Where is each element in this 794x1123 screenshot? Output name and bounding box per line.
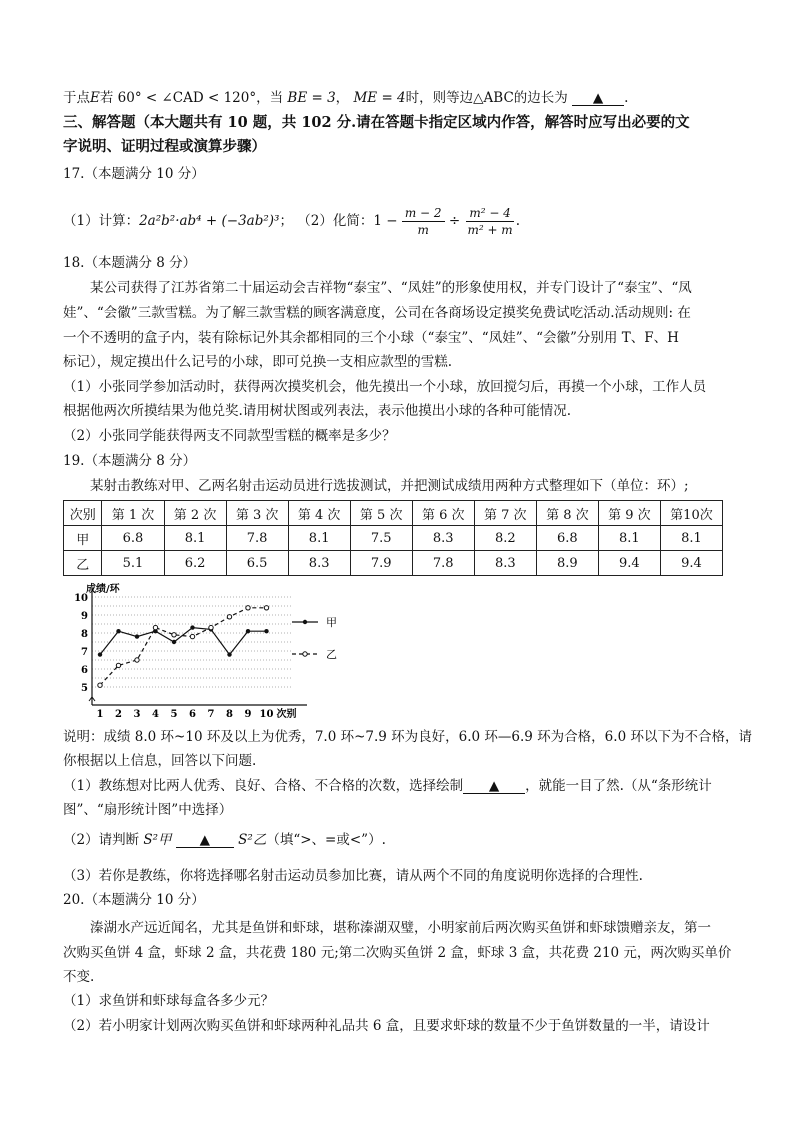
data-point [227,652,231,656]
x-tick-label: 8 [226,709,233,720]
q18-line: 某公司获得了江苏省第二十届运动会吉祥物“泰宝”、“凤娃”的形象使用权，并专门设计了“泰宝”、“凤 [90,280,692,296]
data-point [246,629,250,633]
q20-line: 不变. [63,969,95,985]
x-tick-label: 10 [259,709,274,720]
data-point [264,606,268,610]
table-row: 乙 5.1 6.2 6.5 8.3 7.9 7.8 8.3 8.9 9.4 9.4 [64,551,723,576]
fill-question-tail: 于点E若 60° < ∠CAD < 120°，当 BE = 3， ME = 4时，则等边△ABC的边长为 ▲ . [63,90,629,106]
y-tick-label: 5 [81,683,88,694]
table-header-row: 次别 第 1 次 第 2 次 第 3 次 第 4 次 第 5 次 第 6 次 第 7 次 第 8 次 第 9 次 第10次 [64,501,723,526]
q19-part1: （1）教练想对比两人优秀、良好、合格、不合格的次数，选择绘制 ▲ ，就能一目了然.（从“条形统计 [63,778,712,794]
table-row: 甲 6.8 8.1 7.8 8.1 7.5 8.3 8.2 6.8 8.1 8.1 [64,526,723,551]
data-point [190,634,194,638]
legend-label: 乙 [326,648,337,661]
q18-line: 娃”、“会徽”三款雪糕。为了解三款雪糕的顾客满意度，公司在各商场设定摸奖免费试吃活动.活动规则: 在 [63,305,691,321]
legend-label: 甲 [326,616,337,629]
data-point [98,652,102,656]
answer-blank[interactable]: ▲ [572,91,624,106]
q18-part1-cont: 根据他两次所摸结果为他兑奖.请用树状图或列表法，表示他摸出小球的各种可能情况. [63,403,572,419]
q20-part2: （2）若小明家计划两次购买鱼饼和虾球两种礼品共 6 盒，且要求虾球的数量不少于鱼饼数量的一半，请设计 [63,1018,710,1034]
data-point [172,633,176,637]
q18-header: 18.（本题满分 8 分） [63,255,197,271]
x-axis-label: 次别 [276,709,297,720]
data-point [153,625,157,629]
q18-part2: （2）小张同学能获得两支不同款型雪糕的概率是多少？ [63,428,396,444]
answer-blank[interactable]: ▲ [463,779,525,794]
q18-part1: （1）小张同学参加活动时，获得两次摸奖机会，他先摸出一个小球，放回搅匀后，再摸一个小球，工作人员 [63,379,707,395]
y-tick-label: 9 [81,611,88,622]
x-tick-label: 9 [244,709,252,720]
q20-part1: （1）求鱼饼和虾球每盒各多少元？ [63,993,275,1009]
data-point [135,634,139,638]
answer-blank[interactable]: ▲ [176,833,234,848]
q19-header: 19.（本题满分 8 分） [63,453,197,469]
q20-header: 20.（本题满分 10 分） [63,892,205,908]
q19-part1-cont: 图”、“扇形统计图”中选择） [63,802,233,818]
data-point [209,625,213,629]
x-tick-label: 1 [96,709,104,720]
section-title: 三、解答题（本大题共有 10 题，共 102 分.请在答题卡指定区域内作答，解答时应写出必要的文 [63,114,690,131]
q19-explain-cont: 你根据以上信息，回答以下问题. [63,753,257,769]
x-tick-label: 4 [152,709,159,720]
q17-body: （1）计算：2a²b²·ab⁴ + (−3ab²)³； （2）化简：1 − $\frac{m - 2}{m}$ ÷ $\frac{\text{m² − 4}}{\text{m² + m}}$ . [63,206,520,237]
q20-line: 次购买鱼饼 4 盒，虾球 2 盒，共花费 180 元;第二次购买鱼饼 2 盒，虾球 3 盒，共花费 210 元，两次购买单价 [63,945,732,961]
y-tick-label: 6 [81,665,88,676]
data-point [135,658,139,662]
y-axis-label: 成绩/环 [86,584,120,595]
x-tick-label: 6 [189,709,196,720]
q17-header: 17.（本题满分 10 分） [63,166,205,182]
data-point [98,683,102,687]
data-point [172,640,176,644]
y-tick-label: 8 [81,629,88,640]
fraction-1: $\frac{m - 2}{m}$ [402,205,445,238]
x-tick-label: 5 [170,709,178,720]
q19-part3: （3）若你是教练，你将选择哪名射击运动员参加比赛，请从两个不同的角度说明你选择的合理性. [63,868,643,884]
data-point [190,625,194,629]
series-line-jia [100,628,267,655]
legend-marker [303,652,307,656]
y-tick-label: 10 [74,593,88,604]
q18-line: 一个不透明的盒子内，装有除标记外其余都相同的三个小球（“泰宝”、“凤娃”、“会徽”分别用 T、F、H [63,330,679,346]
data-point [116,663,120,667]
legend-marker [303,620,307,624]
fraction-2: $\frac{\text{m² − 4}}{\text{m² + m}}$ [467,206,513,237]
data-point [116,629,120,633]
data-point [264,629,268,633]
q20-line: 溱湖水产远近闻名，尤其是鱼饼和虾球，堪称溱湖双璧，小明家前后两次购买鱼饼和虾球馈赠亲友，第一 [90,920,711,936]
q18-line: 标记），规定摸出什么记号的小球，即可兑换一支相应款型的雪糕. [63,354,453,370]
data-point [227,615,231,619]
series-line-yi [100,608,267,685]
score-table [63,500,723,576]
data-point [246,606,250,610]
q19-part2: （2）请判断 S²甲 ▲ S²乙（填“>、=或<”）. [63,832,386,848]
y-tick-label: 7 [81,647,88,658]
q19-intro: 某射击教练对甲、乙两名射击运动员进行选拔测试，并把测试成绩用两种方式整理如下（单位：环）; [90,478,689,494]
q19-explain: 说明：成绩 8.0 环~10 环及以上为优秀，7.0 环~7.9 环为良好，6.0 环—6.9 环为合格，6.0 环以下为不合格，请 [63,729,752,745]
x-tick-label: 7 [207,709,215,720]
x-tick-label: 3 [133,709,141,720]
section-title-cont: 字说明、证明过程或演算步骤） [63,138,266,155]
score-line-chart [60,580,360,720]
x-tick-label: 2 [115,709,122,720]
